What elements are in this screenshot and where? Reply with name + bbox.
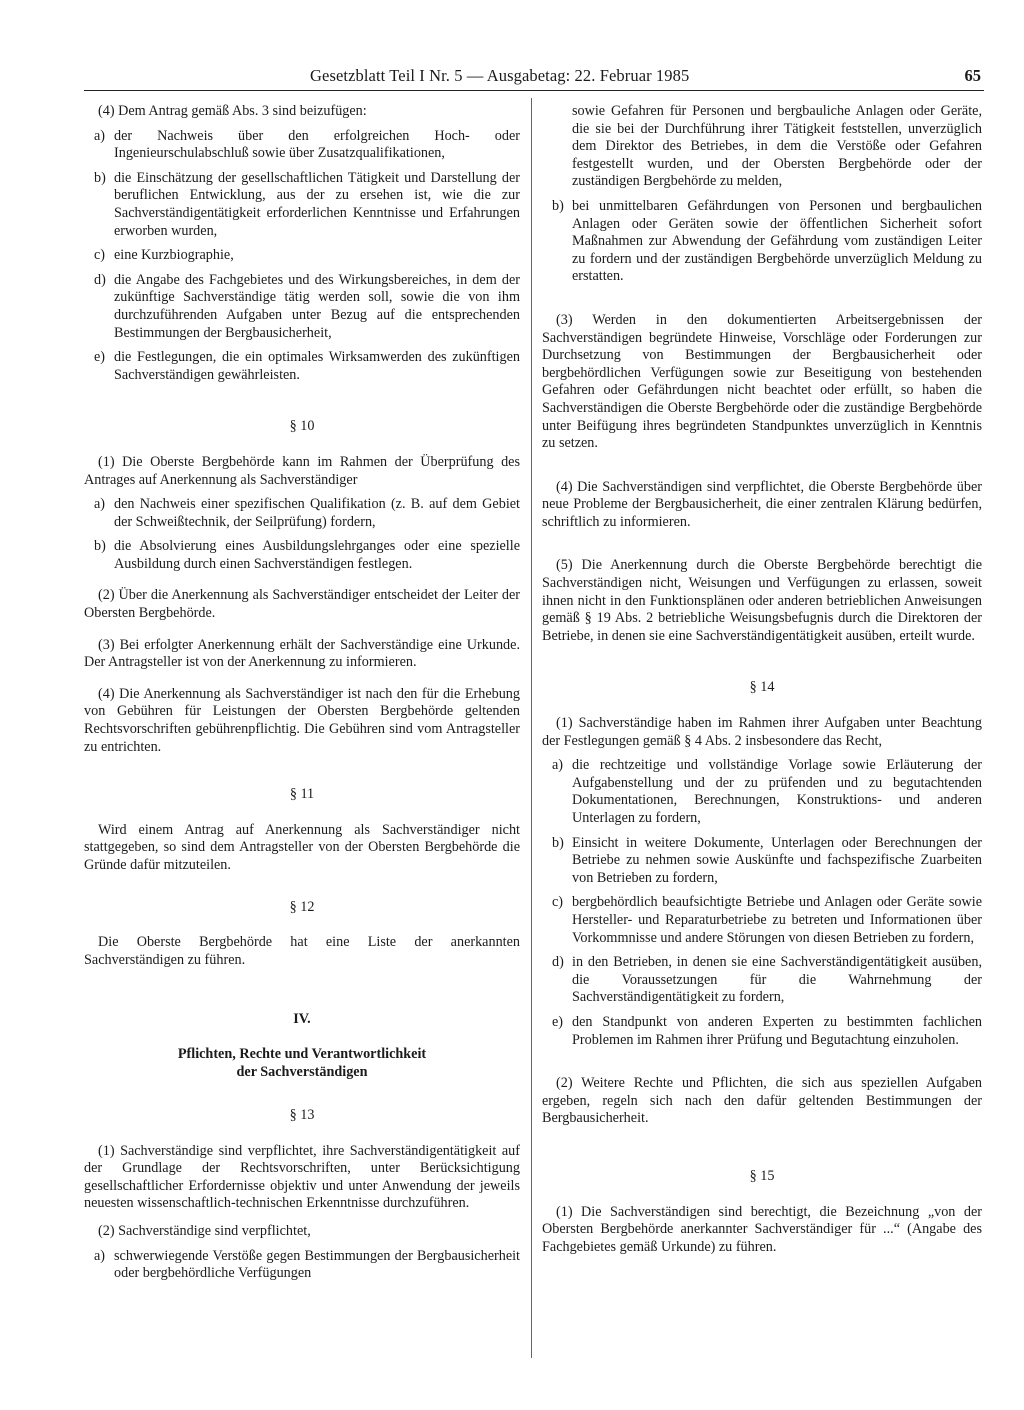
s10-p1: (1) Die Oberste Bergbehörde kann im Rahmen der Überprüfung des Antrages auf Anerkennung als Sachverständiger	[84, 453, 520, 488]
list-item: c) bergbehördlich beaufsichtigte Betriebe und Anlagen oder Geräte sowie Hersteller- und Reparaturbetriebe zu betreten und Informationen über Vorkommnisse und andere Störungen von diesen Betrieben zu fordern,	[552, 894, 982, 946]
s9-p4-intro: (4) Dem Antrag gemäß Abs. 3 sind beizufügen:	[98, 103, 367, 119]
s13-p4: (4) Die Sachverständigen sind verpflichtet, die Oberste Bergbehörde über neue Probleme der Bergbausicherheit, die einer zentralen Klärung bedürfen, schriftlich zu informieren.	[542, 478, 982, 530]
right-column	[542, 103, 982, 1266]
list-item: a) der Nachweis über den erfolgreichen Hoch- oder Ingenieurschulabschluß sowie über Zusatzqualifikationen,	[94, 127, 520, 162]
list-item: b) die Absolvierung eines Ausbildungslehrganges oder eine spezielle Ausbildung durch einen Sachverständigen festlegen.	[94, 538, 520, 572]
list-item: d) die Angabe des Fachgebietes und des Wirkungsbereiches, in dem der zukünftige Sachverständige tätig werden soll, sowie die von ihm durchzuführenden Aufgaben unter Bezug auf die entsprechenden Bestimmungen der Bergbausicherheit,	[94, 271, 520, 341]
chapter-heading	[84, 1045, 520, 1081]
header-title: Gesetzblatt Teil I Nr. 5 — Ausgabetag: 22. Februar 1985	[310, 66, 690, 85]
s12-text: Die Oberste Bergbehörde hat eine Liste der anerkannten Sachverständigen zu führen.	[84, 934, 520, 968]
section-title-11: § 11	[289, 786, 315, 803]
list-item: b) bei unmittelbaren Gefährdungen von Personen und bergbaulichen Anlagen oder Geräten sowie der öffentlichen Sicherheit sofort Maßnahmen zur Abwendung der Gefährdung vom zuständigen Leiter zu fordern und der zuständigen Bergbehörde unverzüglich Meldung zu erstatten.	[552, 197, 982, 285]
page-number: 65	[964, 66, 981, 85]
s13-p5: (5) Die Anerkennung durch die Oberste Bergbehörde berechtigt die Sachverständigen nicht, Weisungen und Verfügungen zu erlassen, soweit ihnen nicht in den Funktionsplänen oder anderen betrieblichen Anweisungen gemäß § 19 Abs. 2 betriebliche Weisungsbefugnis durch die Direktoren der Betriebe, in denen sie eine Sachverständigentätigkeit ausüben, erteilt wurde.	[542, 557, 982, 644]
chapter-heading-line-1: Pflichten, Rechte und Verantwortlichkeit	[177, 1045, 427, 1062]
s10-p4: (4) Die Anerkennung als Sachverständiger ist nach den für die Erhebung von Gebühren für Leistungen der Obersten Bergbehörde geltenden Rechtsvorschriften gebührenpflichtig. Die Gebühren sind vom Antragsteller zu entrichten.	[84, 685, 520, 755]
list-item: d) in den Betrieben, in denen sie eine Sachverständigentätigkeit ausüben, die Voraussetzungen für die Wahrnehmung der Sachverständigentätigkeit zu fordern,	[552, 954, 982, 1006]
section-title-14: § 14	[749, 679, 775, 696]
s13-p2: (2) Sachverständige sind verpflichtet,	[98, 1222, 311, 1239]
left-column	[84, 103, 520, 1290]
s14-p1: (1) Sachverständige haben im Rahmen ihrer Aufgaben unter Beachtung der Festlegungen gemäß § 4 Abs. 2 insbesondere das Recht,	[542, 715, 982, 749]
s14-p2: (2) Weitere Rechte und Pflichten, die sich aus speziellen Aufgaben ergeben, regeln sich nach den dafür geltenden Bestimmungen der Bergbausicherheit.	[542, 1075, 982, 1127]
list-item: a) schwerwiegende Verstöße gegen Bestimmungen der Bergbausicherheit oder bergbehördliche Verfügungen	[94, 1247, 520, 1282]
s15-p1: (1) Die Sachverständigen sind berechtigt, die Bezeichnung „von der Obersten Bergbehörde anerkannter Sachverständiger für ...“ (Angabe des Fachgebietes gemäß Urkunde) zu führen.	[542, 1203, 982, 1255]
list-item-continuation: sowie Gefahren für Personen und bergbauliche Anlagen oder Geräte, die sie bei der Durchführung ihrer Tätigkeit feststellen, unverzüglich dem Direktor des Betriebes, in dem die Verstöße oder Gefahren festgestellt wurden, und der Obersten Bergbehörde oder der zuständigen Bergbehörde zu melden,	[572, 103, 982, 190]
list-item: b) Einsicht in weitere Dokumente, Unterlagen oder Berechnungen der Betriebe zu nehmen sowie Auskünfte und fachspezifische Zuarbeiten von Betrieben zu fordern,	[552, 834, 982, 886]
s13-p3: (3) Werden in den dokumentierten Arbeitsergebnissen der Sachverständigen begründete Hinweise, Vorschläge oder Forderungen zur Durchsetzung von Bestimmungen der Bergbausicherheit oder bergbehördlichen Verfügungen sowie zur Beseitigung von bestehenden Gefahren oder Gefährdungen nicht beachtet oder erfüllt, so haben die Sachverständigen die Oberste Bergbehörde oder die zuständige Bergbehörde unter Beifügung ihres begründeten Standpunktes unverzüglich in Kenntnis zu setzen.	[542, 311, 982, 452]
section-title-13: § 13	[289, 1106, 315, 1123]
chapter-number: IV.	[293, 1011, 311, 1028]
section-title-10: § 10	[289, 418, 315, 435]
s13-p1: (1) Sachverständige sind verpflichtet, ihre Sachverständigentätigkeit auf der Grundlage der Rechtsvorschriften, unter Berücksichtigung gesellschaftlicher Erfordernisse objektiv und unter Anwendung der jeweils neuesten wissenschaftlich-technischen Erkenntnisse durchzuführen.	[84, 1142, 520, 1212]
page-header	[84, 66, 984, 91]
list-item: e) die Festlegungen, die ein optimales Wirksamwerden des zukünftigen Sachverständigen gewährleisten.	[94, 349, 520, 383]
s11-text: Wird einem Antrag auf Anerkennung als Sachverständiger nicht stattgegeben, so sind dem Antragsteller von der Obersten Bergbehörde die Gründe dafür mitzuteilen.	[84, 821, 520, 873]
list-item: c) eine Kurzbiographie,	[94, 247, 234, 264]
s10-p2: (2) Über die Anerkennung als Sachverständiger entscheidet der Leiter der Obersten Bergbehörde.	[84, 587, 520, 622]
list-item: a) die rechtzeitige und vollständige Vorlage sowie Erläuterung der Aufgabenstellung und der zu prüfenden und zu begutachtenden Dokumentationen, Berechnungen, Konstruktions- und anderen Unterlagen zu fordern,	[552, 757, 982, 826]
list-item: a) den Nachweis einer spezifischen Qualifikation (z. B. auf dem Gebiet der Schweißtechnik, der Seilprüfung) fordern,	[94, 496, 520, 530]
section-title-12: § 12	[289, 898, 315, 915]
s10-p3: (3) Bei erfolgter Anerkennung erhält der Sachverständige eine Urkunde. Der Antragsteller ist von der Anerkennung zu informieren.	[84, 636, 520, 671]
section-title-15: § 15	[749, 1167, 775, 1184]
list-item: b) die Einschätzung der gesellschaftlichen Tätigkeit und Darstellung der beruflichen Entwicklung, aus der zu ersehen ist, wie die zur Sachverständigentätigkeit erforderlichen Kenntnisse und Erfahrungen erworben wurden,	[94, 169, 520, 239]
list-item: e) den Standpunkt von anderen Experten zu bestimmten fachlichen Problemen im Rahmen ihrer Prüfung und Begutachtung einzuholen.	[552, 1013, 982, 1048]
chapter-heading-line-2: der Sachverständigen	[236, 1063, 368, 1080]
column-divider	[531, 98, 532, 1358]
